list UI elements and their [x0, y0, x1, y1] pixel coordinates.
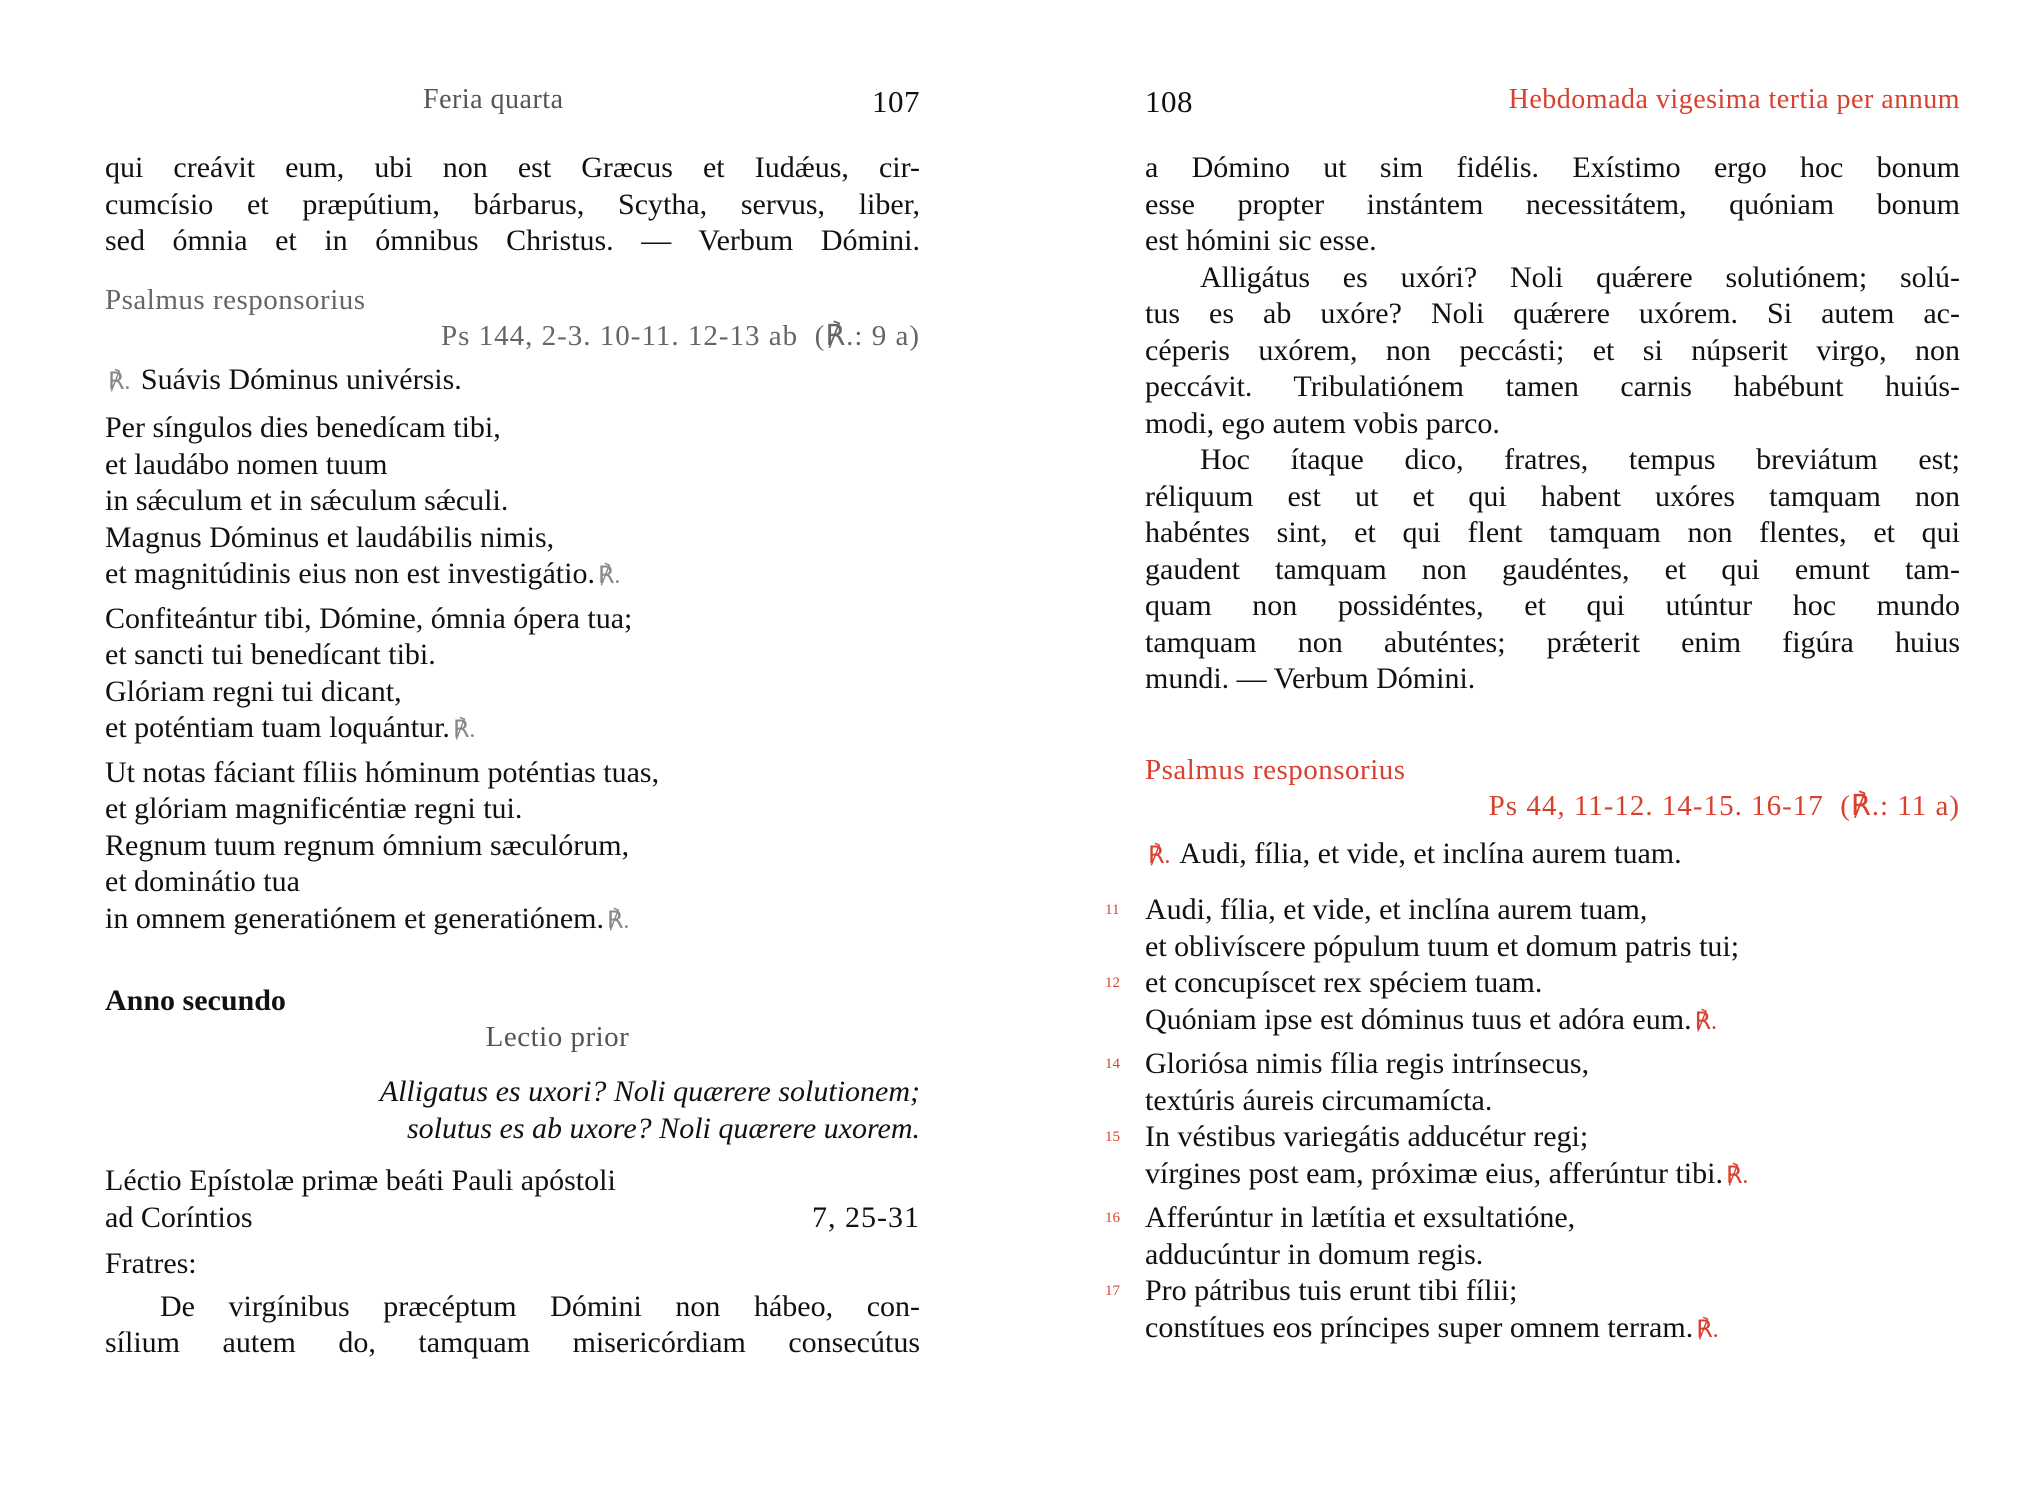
lectio-intro-2: ad Coríntios	[105, 1200, 253, 1234]
response-marker: ℟.	[597, 563, 621, 589]
response-marker: ℟.	[606, 907, 630, 934]
response-marker: ℟.	[1694, 1008, 1717, 1035]
summary-line: Alligatus es uxori? Noli quærere solutionem;	[379, 1075, 920, 1108]
response-marker: ℟.	[452, 717, 476, 743]
response-left	[105, 362, 920, 401]
reading-continuation	[1145, 150, 1960, 698]
psalm-line-text: et concupíscet rex spéciem tuam.	[1145, 966, 1543, 999]
psalm-resp-ref-left: (℟.: 9 a)	[814, 319, 920, 352]
reading-line: Alligátus es uxóri? Noli quǽrere solutiónem; solú-	[1200, 260, 1960, 294]
psalm-reference-right	[1145, 788, 1960, 824]
reading-line: modi, ego autem vobis parco.	[1145, 406, 1500, 440]
reading-line: habéntes sint, et qui flent tamquam non flentes, et qui	[1145, 516, 1960, 549]
page-number-left: 107	[872, 84, 920, 119]
psalm-line	[1145, 1083, 1960, 1120]
response-symbol-right: ℟.	[1148, 842, 1171, 869]
psalm-line-text: Quóniam ipse est dóminus tuus et adóra eum.	[1145, 1002, 1692, 1036]
reading-line: quam non possidéntes, et qui utúntur hoc mundo	[1145, 589, 1960, 622]
psalm-line	[1145, 929, 1960, 966]
psalm-line	[105, 674, 920, 711]
psalm-line-text: In véstibus variegátis adducétur regi;	[1145, 1120, 1589, 1153]
psalm-line-text: et dominátio tua	[105, 865, 300, 898]
psalm-line	[105, 483, 920, 520]
page-number-right: 108	[1145, 84, 1193, 119]
stanza	[105, 410, 920, 595]
stanza	[105, 601, 920, 749]
psalm-line-text: et laudábo nomen tuum	[105, 447, 388, 481]
reading-line: sílium autem do, tamquam misericórdiam consecútus	[105, 1326, 920, 1359]
psalm-line-text: vírgines post eam, próximæ eius, afferúntur tibi.	[1145, 1156, 1723, 1190]
psalm-ref-right: Ps 44, 11-12. 14-15. 16-17	[1488, 789, 1824, 822]
psalm-line	[105, 755, 920, 792]
lectio-ref: 7, 25-31	[812, 1200, 920, 1234]
page-107	[105, 0, 920, 1500]
running-title-right: Hebdomada vigesima tertia per annum	[1508, 84, 1960, 115]
psalm-line-text: Ut notas fáciant fíliis hóminum poténtias tuas,	[105, 755, 660, 789]
psalm-line-text: et sancti tui benedícant tibi.	[105, 638, 436, 671]
running-title-left: Feria quarta	[423, 84, 564, 115]
reading-line: a Dómino ut sim fidélis. Exístimo ergo hoc bonum	[1145, 151, 1960, 184]
reading-start	[105, 1289, 920, 1362]
page-108	[1105, 0, 1960, 1500]
psalm-line-text: et poténtiam tuam loquántur.	[105, 711, 450, 744]
lectio-title: Lectio prior	[485, 1021, 630, 1053]
psalm-resp-ref-right: (℟.: 11 a)	[1840, 789, 1960, 822]
psalm-reference-left	[105, 318, 920, 354]
summary-line: solutus es ab uxore? Noli quærere uxorem.	[406, 1112, 920, 1145]
psalm-line-text: textúris áureis circumamícta.	[1145, 1083, 1493, 1117]
verse-number: 14	[1105, 1056, 1120, 1072]
stanza	[1105, 1200, 1960, 1348]
reading-line: qui creávit eum, ubi non est Græcus et Iudǽus, cir-	[105, 151, 920, 184]
lectio-intro-row	[105, 1200, 920, 1237]
stanza	[105, 755, 920, 940]
reading-line: cumcísio et præpútium, bárbarus, Scytha, servus, liber,	[105, 187, 920, 221]
psalm-line-text: in omnem generatiónem et generatiónem.	[105, 901, 604, 935]
psalm-stanzas-left	[105, 410, 920, 939]
reading-line: tamquam non abuténtes; prǽterit enim figúra huius	[1145, 625, 1960, 659]
reading-end	[105, 150, 920, 260]
running-head-left	[105, 84, 920, 124]
psalm-line	[105, 864, 920, 901]
psalm-title-right: Psalmus responsorius	[1145, 753, 1406, 786]
psalm-line	[105, 520, 920, 557]
reading-line: Hoc ítaque dico, fratres, tempus breviátum est;	[1200, 443, 1960, 476]
psalm-line-text: Regnum tuum regnum ómnium sæculórum,	[105, 828, 630, 862]
psalm-line	[1145, 1237, 1960, 1274]
psalm-line-text: Magnus Dóminus et laudábilis nimis,	[105, 520, 555, 554]
reading-line: est hómini sic esse.	[1145, 224, 1377, 257]
psalm-line	[1105, 1273, 1960, 1310]
psalm-line	[105, 828, 920, 865]
psalm-line	[1145, 1002, 1960, 1041]
right-body	[1105, 150, 1960, 1348]
reading-line: sed ómnia et in ómnibus Christus. — Verbum Dómini.	[105, 224, 920, 257]
reading-summary	[105, 1073, 920, 1147]
response-text-right: Audi, fília, et vide, et inclína aurem tuam.	[1179, 836, 1682, 870]
fratres: Fratres:	[105, 1247, 197, 1280]
reading-line: peccávit. Tribulatiónem tamen carnis habébunt huiús-	[1145, 370, 1960, 403]
left-body	[105, 150, 920, 1362]
psalm-line-text: et oblivíscere pópulum tuum et domum patris tui;	[1145, 929, 1740, 963]
psalm-line	[1105, 1046, 1960, 1083]
psalm-line	[105, 710, 920, 749]
psalm-line	[105, 601, 920, 638]
psalm-line-text: Audi, fília, et vide, et inclína aurem tuam,	[1145, 893, 1648, 926]
response-symbol: ℟.	[108, 368, 131, 395]
psalm-line-text: constítues eos príncipes super omnem terram.	[1145, 1310, 1694, 1344]
reading-line: mundi. — Verbum Dómini.	[1145, 662, 1476, 695]
psalm-line	[105, 901, 920, 940]
reading-line: tus es ab uxóre? Noli quǽrere uxórem. Si autem ac-	[1145, 297, 1960, 330]
psalm-line	[1105, 1119, 1960, 1156]
reading-line: réliquum est ut et qui habent uxóres tamquam non	[1145, 479, 1960, 513]
psalm-line	[1105, 892, 1960, 929]
verse-number: 12	[1105, 975, 1120, 991]
response-marker: ℟.	[1725, 1162, 1749, 1189]
psalm-line	[105, 447, 920, 484]
verse-number: 15	[1105, 1129, 1120, 1145]
verse-number: 16	[1105, 1210, 1120, 1226]
reading-line: gaudent tamquam non gaudéntes, et qui emunt tam-	[1145, 552, 1960, 586]
psalm-line	[1145, 1310, 1960, 1349]
psalm-line	[105, 410, 920, 447]
running-head-right	[1145, 84, 1960, 124]
psalm-line-text: et magnitúdinis eius non est investigátio.	[105, 557, 595, 590]
verse-number: 11	[1105, 902, 1120, 918]
psalm-line-text: Glóriam regni tui dicant,	[105, 674, 402, 708]
psalm-line	[1105, 965, 1960, 1002]
psalm-stanzas-right	[1105, 892, 1960, 1348]
psalm-line	[1105, 1200, 1960, 1237]
reading-line: De virgínibus præcéptum Dómini non hábeo, con-	[160, 1289, 920, 1323]
response-right	[1145, 836, 1960, 875]
psalm-line-text: Afferúntur in lætítia et exsultatióne,	[1145, 1201, 1576, 1234]
psalm-line-text: in sǽculum et in sǽculum sǽculi.	[105, 484, 509, 517]
psalm-line	[105, 637, 920, 674]
verse-number: 17	[1105, 1283, 1120, 1299]
psalm-line	[105, 556, 920, 595]
lectio-intro-1: Léctio Epístolæ primæ beáti Pauli apóstoli	[105, 1164, 616, 1197]
psalm-line-text: adducúntur in domum regis.	[1145, 1237, 1484, 1271]
reading-line: céperis uxórem, non peccásti; et si núpserit virgo, non	[1145, 333, 1960, 367]
stanza	[1105, 892, 1960, 1040]
psalm-ref-left: Ps 144, 2-3. 10-11. 12-13 ab	[440, 319, 799, 352]
psalm-line-text: Per síngulos dies benedícam tibi,	[105, 411, 501, 444]
psalm-line-text: et glóriam magnificéntiæ regni tui.	[105, 792, 523, 825]
reading-line: esse propter instántem necessitátem, quóniam bonum	[1145, 187, 1960, 221]
psalm-line-text: Gloriósa nimis fília regis intrínsecus,	[1145, 1047, 1590, 1080]
psalm-line-text: Pro pátribus tuis erunt tibi fílii;	[1145, 1274, 1518, 1307]
psalm-title-left: Psalmus responsorius	[105, 283, 366, 316]
section-heading: Anno secundo	[105, 984, 286, 1017]
psalm-line	[1145, 1156, 1960, 1195]
psalm-line	[105, 791, 920, 828]
psalm-line-text: Confiteántur tibi, Dómine, ómnia ópera tua;	[105, 601, 633, 635]
stanza	[1105, 1046, 1960, 1194]
response-text-left: Suávis Dóminus univérsis.	[140, 362, 462, 396]
response-marker: ℟.	[1696, 1316, 1719, 1343]
